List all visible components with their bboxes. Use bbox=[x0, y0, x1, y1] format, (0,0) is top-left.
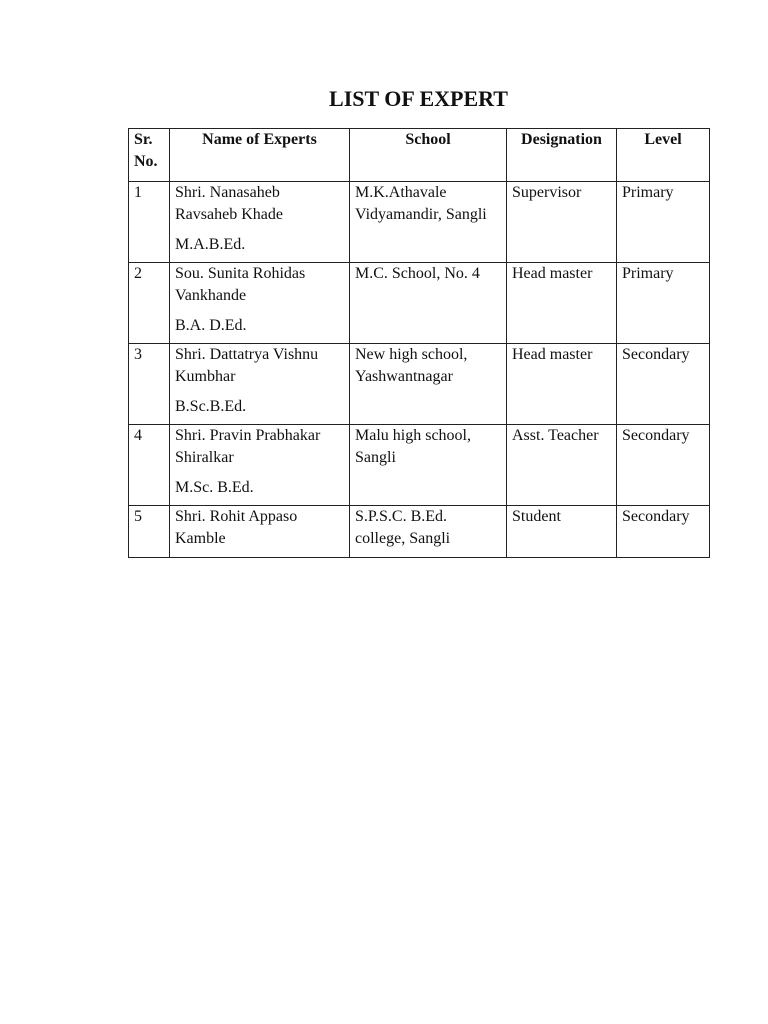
expert-qualification: M.A.B.Ed. bbox=[175, 236, 246, 253]
cell-sr: 4 bbox=[129, 425, 170, 506]
expert-name: Shri. Dattatrya Vishnu Kumbhar bbox=[175, 346, 319, 385]
table-header-row bbox=[129, 129, 710, 182]
cell-sr: 5 bbox=[129, 506, 170, 558]
table-row bbox=[129, 182, 710, 263]
table-row bbox=[129, 263, 710, 344]
cell-designation: Asst. Teacher bbox=[507, 425, 617, 506]
header-school: School bbox=[350, 129, 507, 182]
cell-school: S.P.S.C. B.Ed. college, Sangli bbox=[350, 506, 507, 558]
table-row bbox=[129, 506, 710, 558]
table-row bbox=[129, 425, 710, 506]
cell-designation: Head master bbox=[507, 344, 617, 425]
cell-school: Malu high school, Sangli bbox=[350, 425, 507, 506]
expert-name: Shri. Pravin Prabhakar Shiralkar bbox=[175, 427, 321, 466]
header-name: Name of Experts bbox=[170, 129, 350, 182]
table-row bbox=[129, 344, 710, 425]
expert-name: Sou. Sunita Rohidas Vankhande bbox=[175, 265, 306, 304]
cell-school: M.C. School, No. 4 bbox=[350, 263, 507, 344]
header-sr-no: Sr. No. bbox=[129, 129, 170, 182]
cell-designation: Student bbox=[507, 506, 617, 558]
cell-name bbox=[170, 425, 350, 506]
header-level: Level bbox=[617, 129, 710, 182]
cell-level: Secondary bbox=[617, 425, 710, 506]
cell-designation: Head master bbox=[507, 263, 617, 344]
cell-level: Primary bbox=[617, 182, 710, 263]
experts-table bbox=[128, 128, 710, 558]
cell-name bbox=[170, 506, 350, 558]
cell-school: New high school, Yashwantnagar bbox=[350, 344, 507, 425]
expert-qualification: B.A. D.Ed. bbox=[175, 317, 247, 334]
page-title: LIST OF EXPERT bbox=[329, 86, 508, 111]
cell-sr: 2 bbox=[129, 263, 170, 344]
cell-level: Secondary bbox=[617, 344, 710, 425]
cell-level: Secondary bbox=[617, 506, 710, 558]
cell-name bbox=[170, 182, 350, 263]
cell-name bbox=[170, 263, 350, 344]
cell-sr: 3 bbox=[129, 344, 170, 425]
expert-name: Shri. Rohit Appaso Kamble bbox=[175, 508, 298, 547]
header-designation: Designation bbox=[507, 129, 617, 182]
expert-qualification: M.Sc. B.Ed. bbox=[175, 479, 254, 496]
cell-designation: Supervisor bbox=[507, 182, 617, 263]
cell-name bbox=[170, 344, 350, 425]
cell-level: Primary bbox=[617, 263, 710, 344]
cell-sr: 1 bbox=[129, 182, 170, 263]
expert-qualification: B.Sc.B.Ed. bbox=[175, 398, 247, 415]
expert-name: Shri. Nanasaheb Ravsaheb Khade bbox=[175, 184, 283, 223]
cell-school: M.K.Athavale Vidyamandir, Sangli bbox=[350, 182, 507, 263]
